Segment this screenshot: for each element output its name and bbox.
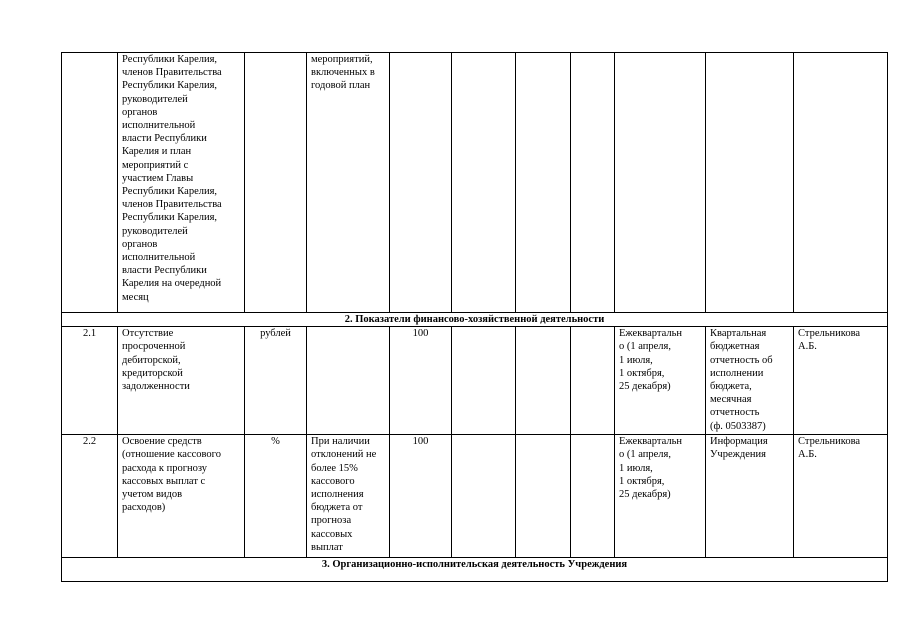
cell-number: 2.2 [62, 435, 118, 558]
cell-value [390, 53, 452, 313]
cell-empty [452, 53, 516, 313]
cell-indicator-name: Отсутствие просроченной дебиторской, кредиторской задолженности [118, 327, 245, 435]
cell-empty [571, 53, 615, 313]
cell-indicator-name: Освоение средств (отношение кассового расхода к прогнозу кассовых выплат с учетом видов расходов) [118, 435, 245, 558]
cell-period [615, 53, 706, 313]
section-title: 2. Показатели финансово-хозяйственной деятельности [62, 313, 888, 327]
cell-empty [571, 327, 615, 435]
cell-responsible [794, 53, 888, 313]
cell-empty [452, 435, 516, 558]
indicators-table [61, 52, 888, 582]
cell-source: Квартальная бюджетная отчетность об исполнении бюджета, месячная отчетность (ф. 0503387) [706, 327, 794, 435]
cell-unit [245, 53, 307, 313]
table-row [62, 327, 888, 435]
cell-unit: % [245, 435, 307, 558]
section-header-row [62, 558, 888, 582]
table-row [62, 435, 888, 558]
cell-note [307, 327, 390, 435]
cell-note: При наличии отклонений не более 15% кассового исполнения бюджета от прогноза кассовых выплат [307, 435, 390, 558]
cell-empty [516, 435, 571, 558]
cell-period: Ежеквартальн о (1 апреля, 1 июля, 1 октября, 25 декабря) [615, 435, 706, 558]
cell-empty [571, 435, 615, 558]
cell-source [706, 53, 794, 313]
section-title: 3. Организационно-исполнительская деятельность Учреждения [62, 558, 888, 582]
cell-unit: рублей [245, 327, 307, 435]
cell-indicator-name: Республики Карелия, членов Правительства Республики Карелия, руководителей органов исполнительной власти Республики Карелия и план мероприятий с участием Главы Республики Карелия, членов Правительства Республики Карелия, руководителей органов исполнительной власти Республики Карелия на очередной месяц [118, 53, 245, 313]
cell-value: 100 [390, 327, 452, 435]
table-row-continuation [62, 53, 888, 313]
cell-value: 100 [390, 435, 452, 558]
cell-number: 2.1 [62, 327, 118, 435]
cell-responsible: Стрельникова А.Б. [794, 327, 888, 435]
cell-period: Ежеквартальн о (1 апреля, 1 июля, 1 октября, 25 декабря) [615, 327, 706, 435]
cell-empty [452, 327, 516, 435]
section-header-row [62, 313, 888, 327]
cell-source: Информация Учреждения [706, 435, 794, 558]
cell-number [62, 53, 118, 313]
cell-empty [516, 53, 571, 313]
cell-note: мероприятий, включенных в годовой план [307, 53, 390, 313]
cell-responsible: Стрельникова А.Б. [794, 435, 888, 558]
cell-empty [516, 327, 571, 435]
